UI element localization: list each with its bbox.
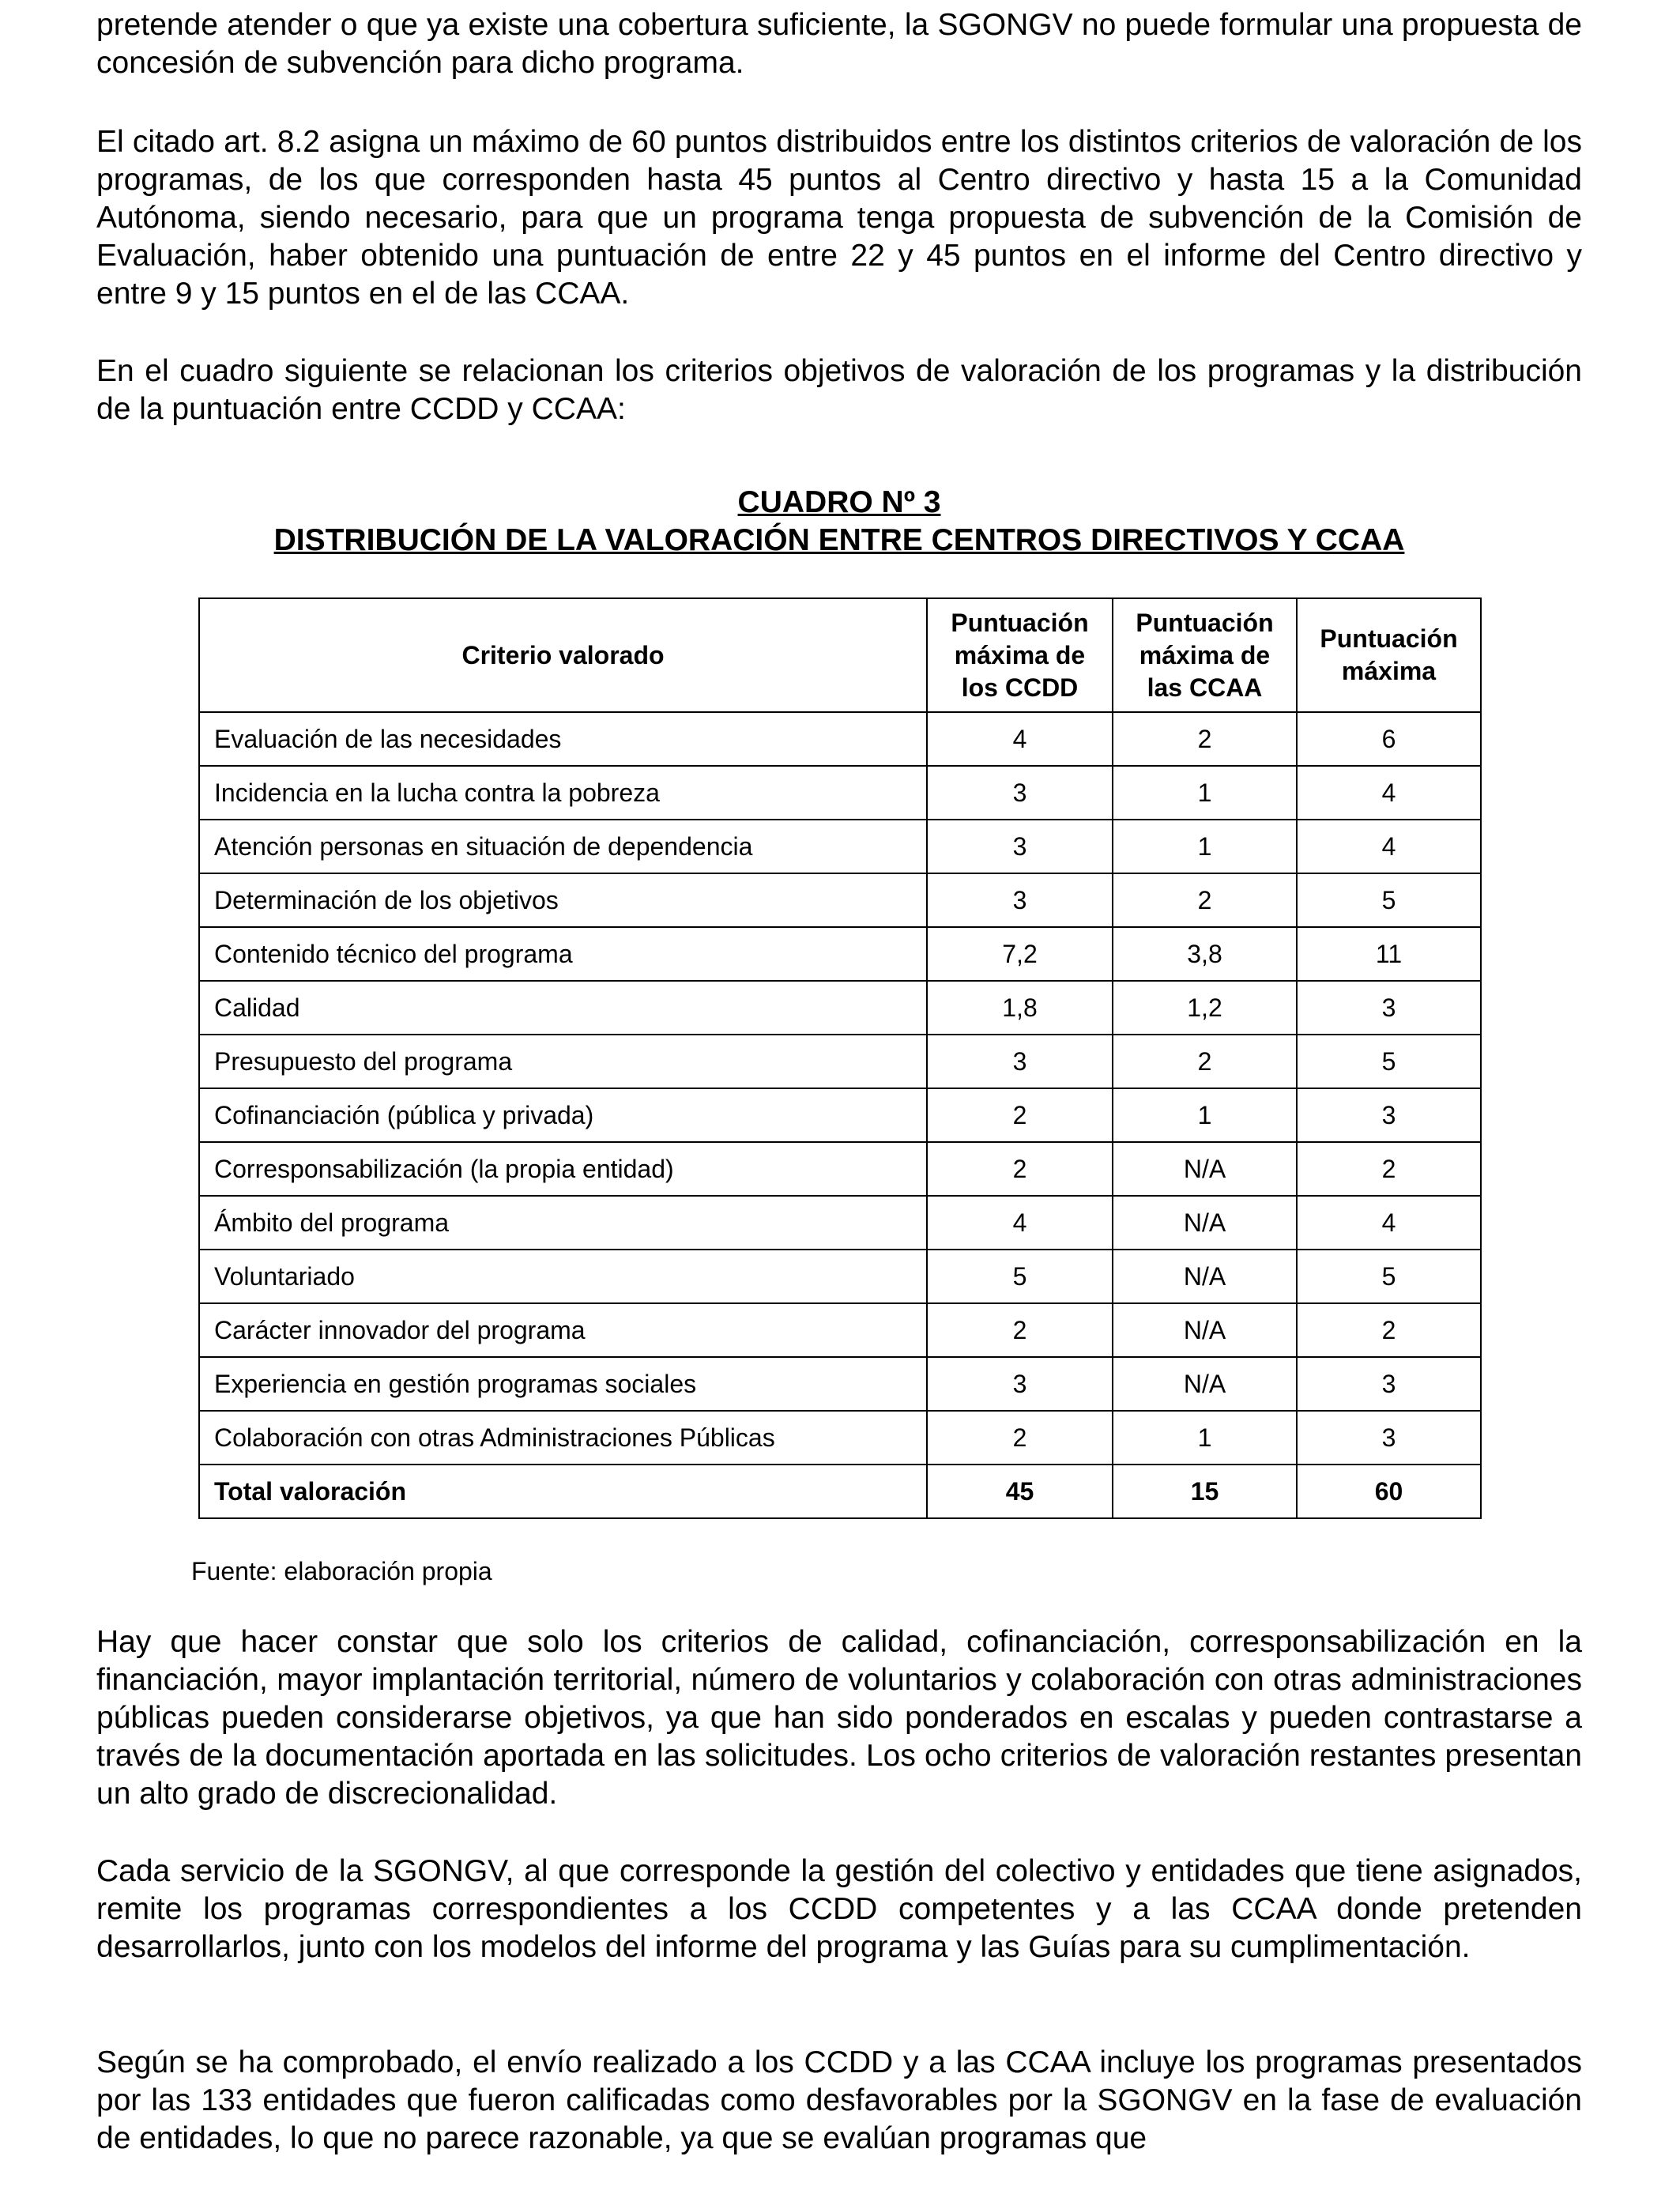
header-criterio: Criterio valorado — [199, 598, 927, 712]
cell-maxima: 2 — [1297, 1303, 1481, 1357]
cell-ccaa: 2 — [1113, 1035, 1297, 1088]
cell-maxima: 3 — [1297, 981, 1481, 1035]
total-label: Total valoración — [199, 1465, 927, 1518]
table-row — [199, 1357, 1481, 1411]
table-subtitle: DISTRIBUCIÓN DE LA VALORACIÓN ENTRE CENTROS DIRECTIVOS Y CCAA — [273, 523, 1405, 557]
table-row — [199, 1303, 1481, 1357]
cell-criterio: Incidencia en la lucha contra la pobreza — [199, 766, 927, 820]
cell-criterio: Voluntariado — [199, 1250, 927, 1303]
cell-ccdd: 3 — [927, 1035, 1113, 1088]
cell-ccdd: 4 — [927, 1196, 1113, 1250]
paragraph-3: En el cuadro siguiente se relacionan los criterios objetivos de valoración de los programas y la distribución de la puntuación entre CCDD y CCAA: — [96, 354, 1582, 426]
cell-criterio: Colaboración con otras Administraciones Públicas — [199, 1411, 927, 1465]
cell-ccaa: 1 — [1113, 1088, 1297, 1142]
cell-ccdd: 3 — [927, 873, 1113, 927]
cell-criterio: Presupuesto del programa — [199, 1035, 927, 1088]
scoring-table — [198, 598, 1482, 1519]
cell-maxima: 3 — [1297, 1357, 1481, 1411]
cell-criterio: Cofinanciación (pública y privada) — [199, 1088, 927, 1142]
table-source-note: Fuente: elaboración propia — [191, 1557, 492, 1585]
cell-ccaa: N/A — [1113, 1196, 1297, 1250]
cell-criterio: Corresponsabilización (la propia entidad) — [199, 1142, 927, 1196]
table-row — [199, 873, 1481, 927]
table-row — [199, 1035, 1481, 1088]
cell-maxima: 3 — [1297, 1088, 1481, 1142]
cell-ccaa: 1 — [1113, 820, 1297, 873]
table-row — [199, 927, 1481, 981]
cell-criterio: Ámbito del programa — [199, 1196, 927, 1250]
cell-maxima: 5 — [1297, 873, 1481, 927]
cell-maxima: 4 — [1297, 1196, 1481, 1250]
table-row — [199, 1088, 1481, 1142]
cell-maxima: 2 — [1297, 1142, 1481, 1196]
paragraph-4: Hay que hacer constar que solo los criterios de calidad, cofinanciación, corresponsabilización en la financiación, mayor implantación territorial, número de voluntarios y colaboración con otras administraciones públicas pueden considerarse objetivos, ya que han sido ponderados en escalas y pueden contrastarse a través de la documentación aportada en las solicitudes. Los ocho criterios de valoración restantes presentan un alto grado de discrecionalidad. — [96, 1625, 1582, 1811]
cell-ccaa: N/A — [1113, 1250, 1297, 1303]
cell-ccaa: N/A — [1113, 1142, 1297, 1196]
cell-ccaa: N/A — [1113, 1357, 1297, 1411]
cell-ccdd: 2 — [927, 1088, 1113, 1142]
cell-ccaa: 2 — [1113, 873, 1297, 927]
cell-ccdd: 4 — [927, 712, 1113, 766]
table-title: CUADRO Nº 3 — [737, 485, 941, 519]
total-ccdd: 45 — [927, 1465, 1113, 1518]
cell-ccdd: 3 — [927, 1357, 1113, 1411]
table-header-row — [199, 598, 1481, 712]
cell-maxima: 11 — [1297, 927, 1481, 981]
header-maxima: Puntuación máxima — [1297, 598, 1481, 712]
cell-ccdd: 2 — [927, 1142, 1113, 1196]
cell-maxima: 4 — [1297, 766, 1481, 820]
header-ccaa: Puntuación máxima de las CCAA — [1113, 598, 1297, 712]
cell-ccdd: 3 — [927, 820, 1113, 873]
cell-ccdd: 3 — [927, 766, 1113, 820]
table-row — [199, 1411, 1481, 1465]
cell-criterio: Determinación de los objetivos — [199, 873, 927, 927]
cell-criterio: Contenido técnico del programa — [199, 927, 927, 981]
cell-ccdd: 7,2 — [927, 927, 1113, 981]
cell-criterio: Evaluación de las necesidades — [199, 712, 927, 766]
paragraph-1: pretende atender o que ya existe una cobertura suficiente, la SGONGV no puede formular una propuesta de concesión de subvención para dicho programa. — [96, 8, 1582, 80]
table-row — [199, 981, 1481, 1035]
cell-ccaa: 1 — [1113, 1411, 1297, 1465]
table-row — [199, 712, 1481, 766]
paragraph-6: Según se ha comprobado, el envío realizado a los CCDD y a las CCAA incluye los programas presentados por las 133 entidades que fueron calificadas como desfavorables por la SGONGV en la fase de evaluación de entidades, lo que no parece razonable, ya que se evalúan programas que — [96, 2045, 1582, 2155]
cell-ccdd: 5 — [927, 1250, 1113, 1303]
cell-maxima: 5 — [1297, 1035, 1481, 1088]
table-row — [199, 820, 1481, 873]
cell-ccaa: 2 — [1113, 712, 1297, 766]
paragraph-2: El citado art. 8.2 asigna un máximo de 60 puntos distribuidos entre los distintos criterios de valoración de los programas, de los que corresponden hasta 45 puntos al Centro directivo y hasta 15 a la Comunidad Autónoma, siendo necesario, para que un programa tenga propuesta de subvención de la Comisión de Evaluación, haber obtenido una puntuación de entre 22 y 45 puntos en el informe del Centro directivo y entre 9 y 15 puntos en el de las CCAA. — [96, 125, 1582, 311]
cell-ccaa: N/A — [1113, 1303, 1297, 1357]
cell-ccaa: 3,8 — [1113, 927, 1297, 981]
total-maxima: 60 — [1297, 1465, 1481, 1518]
cell-criterio: Carácter innovador del programa — [199, 1303, 927, 1357]
cell-criterio: Calidad — [199, 981, 927, 1035]
table-row — [199, 766, 1481, 820]
cell-ccdd: 1,8 — [927, 981, 1113, 1035]
table-row — [199, 1142, 1481, 1196]
cell-ccdd: 2 — [927, 1303, 1113, 1357]
cell-ccaa: 1,2 — [1113, 981, 1297, 1035]
header-ccdd: Puntuación máxima de los CCDD — [927, 598, 1113, 712]
table-total-row — [199, 1465, 1481, 1518]
paragraph-5: Cada servicio de la SGONGV, al que corresponde la gestión del colectivo y entidades que tiene asignados, remite los programas correspondientes a los CCDD competentes y a las CCAA donde pretenden desarrollarlos, junto con los modelos del informe del programa y las Guías para su cumplimentación. — [96, 1854, 1582, 1964]
cell-maxima: 6 — [1297, 712, 1481, 766]
cell-ccaa: 1 — [1113, 766, 1297, 820]
cell-criterio: Atención personas en situación de dependencia — [199, 820, 927, 873]
cell-maxima: 4 — [1297, 820, 1481, 873]
cell-ccdd: 2 — [927, 1411, 1113, 1465]
cell-maxima: 3 — [1297, 1411, 1481, 1465]
cell-criterio: Experiencia en gestión programas sociales — [199, 1357, 927, 1411]
total-ccaa: 15 — [1113, 1465, 1297, 1518]
table-row — [199, 1250, 1481, 1303]
cell-maxima: 5 — [1297, 1250, 1481, 1303]
table-row — [199, 1196, 1481, 1250]
